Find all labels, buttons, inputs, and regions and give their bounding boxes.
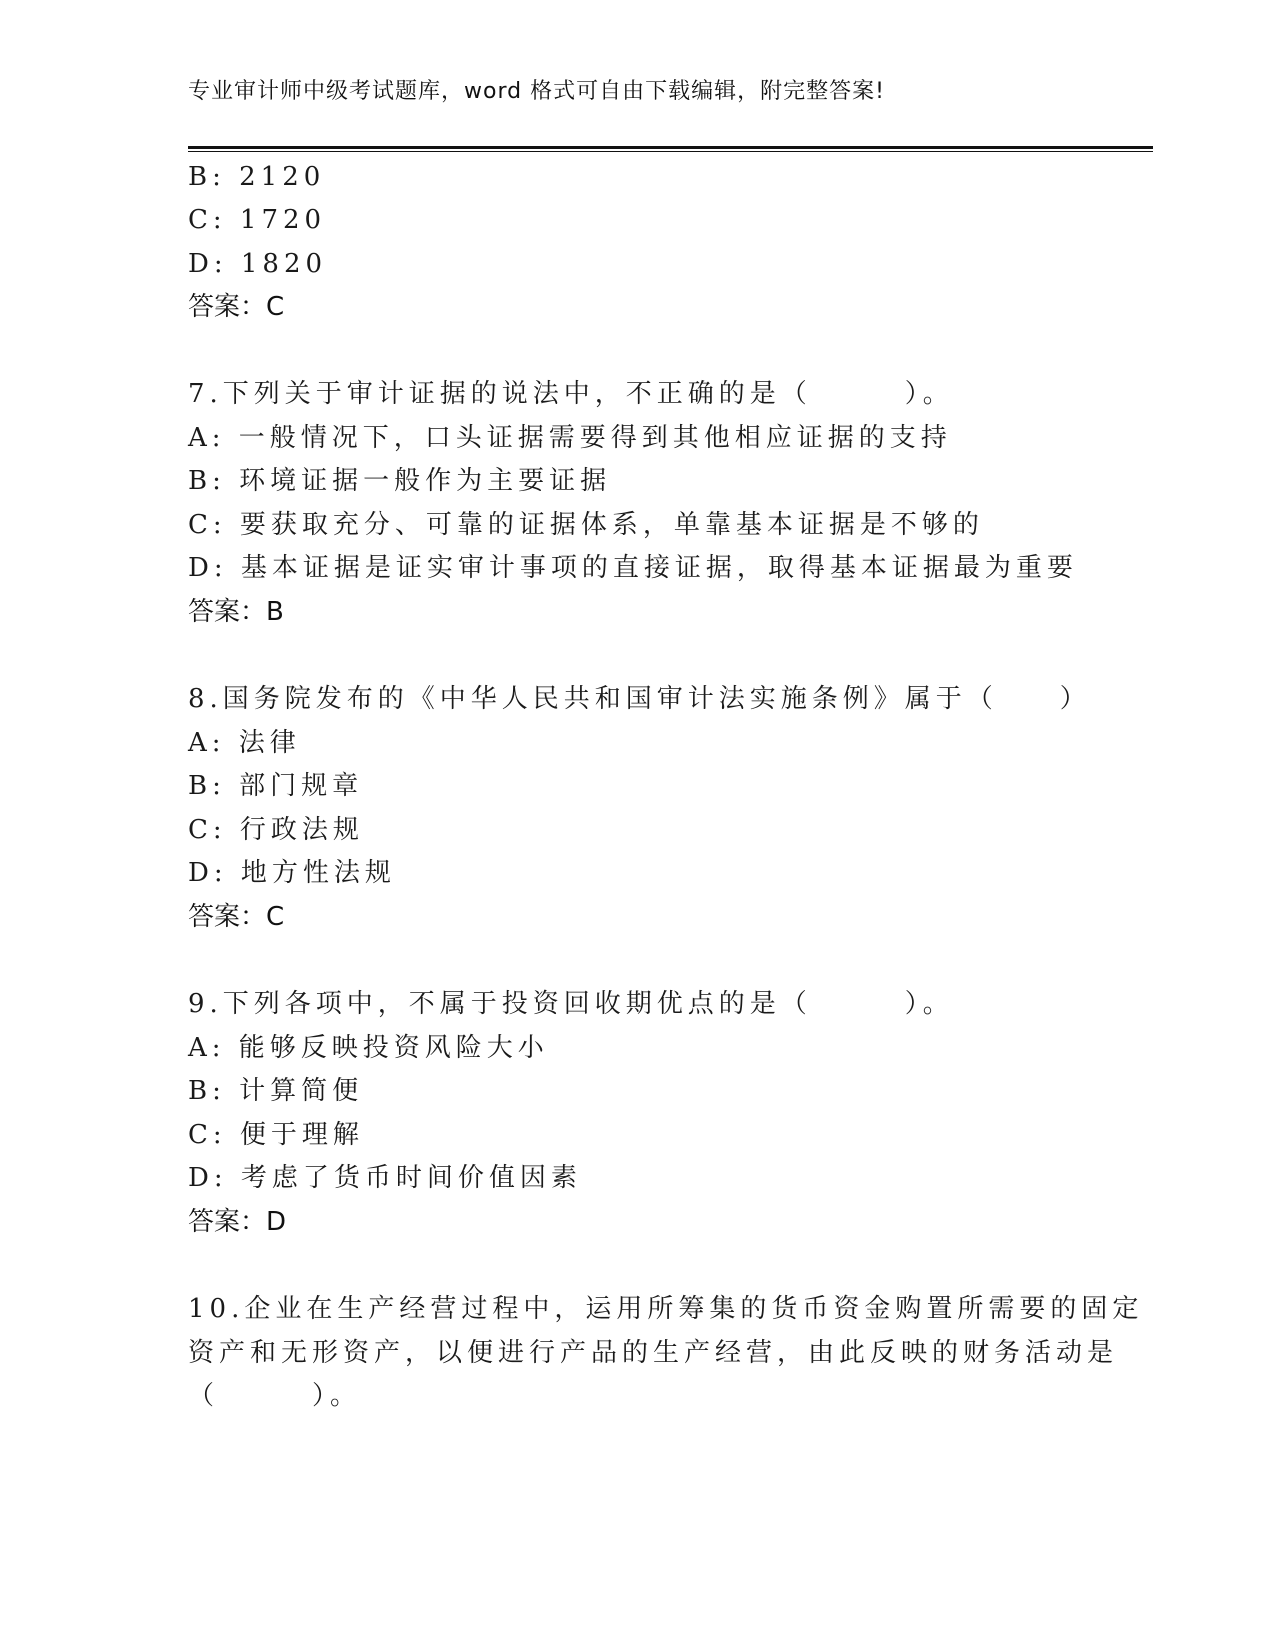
q6-option-d: D: 1820 (188, 249, 328, 279)
q7-option-b: B: 环境证据一般作为主要证据 (188, 466, 612, 496)
q10-question-line-3: （ ）。 (188, 1381, 362, 1411)
header-divider-thick (188, 146, 1153, 149)
q9-option-a: A: 能够反映投资风险大小 (188, 1033, 549, 1063)
q8-answer: 答案：C (188, 902, 285, 932)
page-header: 专业审计师中级考试题库，word 格式可自由下载编辑，附完整答案! (188, 79, 885, 104)
q6-option-b: B: 2120 (188, 162, 326, 192)
q7-option-c: C: 要获取充分、可靠的证据体系，单靠基本证据是不够的 (188, 510, 984, 540)
q8-question: 8.国务院发布的《中华人民共和国审计法实施条例》属于（ ） (188, 684, 1091, 714)
q7-answer: 答案：B (188, 597, 284, 627)
q8-option-b: B: 部门规章 (188, 771, 364, 801)
header-divider-thin (188, 151, 1153, 152)
q9-question: 9.下列各项中，不属于投资回收期优点的是（ ）。 (188, 989, 954, 1019)
q6-answer: 答案：C (188, 292, 285, 322)
q9-option-b: B: 计算简便 (188, 1076, 364, 1106)
q7-question: 7.下列关于审计证据的说法中，不正确的是（ ）。 (188, 379, 954, 409)
q9-option-c: C: 便于理解 (188, 1120, 364, 1150)
q9-answer: 答案：D (188, 1207, 287, 1237)
q6-option-c: C: 1720 (188, 205, 327, 235)
q8-option-a: A: 法律 (188, 728, 301, 758)
q10-question-line-2: 资产和无形资产，以便进行产品的生产经营，由此反映的财务活动是 (188, 1338, 1119, 1368)
q8-option-d: D: 地方性法规 (188, 858, 396, 888)
q7-option-a: A: 一般情况下，口头证据需要得到其他相应证据的支持 (188, 423, 952, 453)
q7-option-d: D: 基本证据是证实审计事项的直接证据，取得基本证据最为重要 (188, 553, 1078, 583)
q8-option-c: C: 行政法规 (188, 815, 364, 845)
q10-question-line-1: 10.企业在生产经营过程中，运用所筹集的货币资金购置所需要的固定 (188, 1294, 1144, 1324)
q9-option-d: D: 考虑了货币时间价值因素 (188, 1163, 582, 1193)
